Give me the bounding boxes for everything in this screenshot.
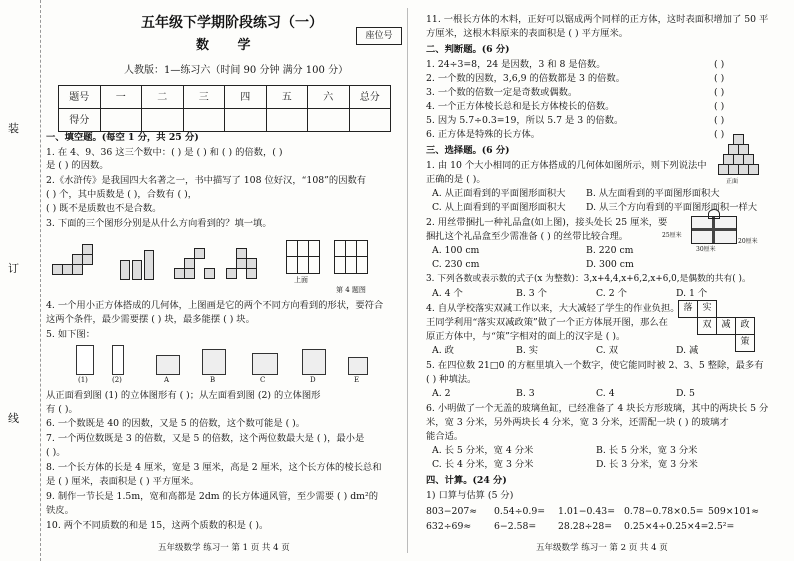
figure-label: C: [260, 376, 266, 384]
judge-item: 4. 一个正方体棱长总和是长方体棱长的倍数。: [426, 101, 615, 112]
option-c[interactable]: C. 2 个: [596, 288, 627, 299]
q3-grid-top: [286, 240, 320, 274]
option-d[interactable]: D. 从三个方向看到的平面图形面积一样大: [586, 202, 758, 213]
calc-item: 632÷69≈: [426, 521, 472, 532]
subsection-title: 1) 口算与估算 (5 分): [426, 490, 514, 501]
score-header-cell: 一: [100, 86, 142, 109]
q5-figures: [76, 345, 376, 387]
page-footer: 五年级数学 练习一 第 2 页 共 4 页: [536, 543, 668, 553]
option-a[interactable]: A. 100 cm: [432, 245, 480, 256]
score-header-cell: 六: [308, 86, 350, 109]
option-c[interactable]: C. 长 4 分米，宽 3 分米: [432, 459, 534, 470]
calc-item: 2.5²=: [708, 521, 735, 532]
question-text: 6. 小明做了一个无盖的玻璃鱼缸，已经准备了 4 块长方形玻璃，其中的两块长 5 分: [426, 403, 769, 414]
option-c[interactable]: C. 双: [596, 345, 618, 356]
answer-blank[interactable]: ( ): [714, 129, 725, 140]
figure-label: (1): [78, 376, 88, 384]
calc-item: 0.54÷0.9=: [494, 506, 546, 517]
c1-cube-stack-figure: [718, 138, 762, 176]
score-input-cell[interactable]: [308, 109, 350, 132]
option-c[interactable]: C. 4: [596, 388, 615, 399]
figure-caption: 第 4 题图: [336, 286, 366, 294]
option-b[interactable]: B. 3: [516, 388, 535, 399]
option-b[interactable]: B. 实: [516, 345, 539, 356]
question-text: 5. 如下图：: [46, 329, 96, 340]
question-text: 11. 一根长方体的木料，正好可以锯成两个同样的正方体，这时表面积增加了 50 平: [426, 14, 769, 25]
question-text: 2. 用丝带捆扎一种礼品盒(如上图)，接头处长 25 厘米，要: [426, 217, 668, 228]
score-header-cell: 二: [142, 86, 184, 109]
answer-blank[interactable]: ( ): [714, 59, 725, 70]
option-b[interactable]: B. 3 个: [516, 288, 547, 299]
spine-char: 订: [8, 262, 19, 275]
option-d[interactable]: D. 长 3 分米，宽 3 分米: [596, 459, 698, 470]
score-header-cell: 三: [183, 86, 225, 109]
question-text: 1. 在 4、9、36 这三个数中：( ) 是 ( ) 和 ( ) 的倍数，( ): [46, 147, 283, 158]
dimension-label: 25厘米: [662, 232, 682, 239]
question-text: 能合适。: [426, 431, 464, 442]
question-text: ( ) 个，其中质数是 ( )，合数有 ( )，: [46, 189, 198, 200]
option-c[interactable]: C. 从上面看到的平面图形面积大: [432, 202, 566, 213]
net-cell: 实: [698, 301, 717, 318]
figure-label: (2): [112, 376, 122, 384]
question-text: 4. 自从学校落实双减工作以来，大大减轻了学生的作业负担。: [426, 303, 680, 314]
question-text: 方厘米，这根木料原来的表面积是 ( ) 平方厘米。: [426, 28, 629, 39]
calc-item: 6−2.58=: [494, 521, 537, 532]
net-cell: 减: [717, 318, 736, 335]
page-divider: [407, 8, 408, 553]
score-input-cell[interactable]: [349, 109, 391, 132]
option-a[interactable]: A. 长 5 分米，宽 4 分米: [432, 445, 534, 456]
question-text: 5. 在四位数 21□0 的方框里填入一个数字，使它能同时被 2、3、5 整除，最多有: [426, 360, 764, 371]
judge-item: 3. 一个数的倍数一定是奇数或偶数。: [426, 87, 578, 98]
section-heading: 三、选择题。(6 分): [426, 145, 510, 156]
judge-item: 2. 一个数的因数，3,6,9 的倍数都是 3 的倍数。: [426, 73, 626, 84]
net-cell: 政: [736, 318, 755, 335]
question-text: 是 ( ) 厘米，表面积是 ( ) 平方厘米。: [46, 476, 200, 487]
q3-figure-blocks-c: [226, 240, 266, 280]
score-table: [58, 85, 391, 132]
option-b[interactable]: B. 从左面看到的平面图形面积大: [586, 188, 720, 199]
judge-item: 5. 因为 5.7÷0.3=19，所以 5.7 是 3 的倍数。: [426, 115, 624, 126]
page-footer: 五年级数学 练习一 第 1 页 共 4 页: [158, 543, 290, 553]
section-heading: 一、填空题。(每空 1 分，共 25 分): [46, 132, 199, 143]
binding-margin: [0, 0, 41, 561]
calc-item: 1.01−0.43=: [558, 506, 615, 517]
score-header-cell: 总分: [349, 86, 391, 109]
score-input-cell[interactable]: [142, 109, 184, 132]
question-text: 从正面看到图 (1) 的立体图形有 ( )；从左面看到图 (2) 的立体图形: [46, 390, 321, 401]
answer-blank[interactable]: ( ): [714, 73, 725, 84]
figure-label: D: [310, 376, 316, 384]
question-text: ( ) 种填法。: [426, 374, 477, 385]
figure-label: B: [210, 376, 216, 384]
score-input-cell[interactable]: [266, 109, 308, 132]
question-text: ( ) 既不是质数也不是合数。: [46, 203, 162, 214]
exam-info: 人教版：1—练习六（时间 90 分钟 满分 100 分）: [124, 65, 349, 76]
calc-item: 0.25×4÷0.25×4=: [624, 521, 709, 532]
question-text: ( )。: [46, 447, 66, 458]
score-label-cell: 得分: [59, 109, 101, 132]
option-c[interactable]: C. 230 cm: [432, 259, 480, 270]
answer-blank[interactable]: ( ): [714, 101, 725, 112]
q3-figure-stair-cubes: [52, 236, 112, 278]
score-header-cell: 题号: [59, 86, 101, 109]
score-input-cell[interactable]: [183, 109, 225, 132]
judge-item: 1. 24÷3=8，24 是因数，3 和 8 是倍数。: [426, 59, 606, 70]
option-a[interactable]: A. 从正面看到的平面图形面积大: [432, 188, 566, 199]
question-text: 正确的是 ( )。: [426, 174, 486, 185]
answer-blank[interactable]: ( ): [714, 87, 725, 98]
score-input-cell[interactable]: [100, 109, 142, 132]
q3-figure-blocks-b: [174, 240, 224, 280]
option-a[interactable]: A. 4 个: [432, 288, 463, 299]
q3-grid-side: [334, 240, 368, 274]
net-cell: 策: [736, 335, 755, 352]
option-a[interactable]: A. 政: [432, 345, 454, 356]
dimension-label: 30厘米: [696, 246, 716, 253]
figure-caption: 上面: [294, 276, 308, 284]
question-text: 铁皮。: [46, 505, 74, 516]
option-d[interactable]: D. 300 cm: [586, 259, 634, 270]
question-text: 捆扎这个礼品盒至少需准备 ( ) 的丝带比较合理。: [426, 231, 629, 242]
figure-caption: 正面: [726, 178, 739, 185]
figure-label: A: [164, 376, 170, 384]
section-heading: 二、判断题。(6 分): [426, 44, 510, 55]
gift-box-figure: [691, 216, 737, 244]
calc-item: 28.28÷28=: [558, 521, 613, 532]
dimension-label: 20厘米: [738, 238, 758, 245]
question-text: 3. 下列各数或表示数的式子(x 为整数)：3,x+4,4,x+6,2,x+6,0,是偶数的共有( )。: [426, 274, 751, 284]
seat-number-box: 座位号: [356, 27, 402, 45]
option-b[interactable]: B. 长 5 分米，宽 3 分米: [596, 445, 698, 456]
calc-item: 509×101≈: [708, 506, 760, 517]
option-d[interactable]: D. 减: [676, 345, 699, 356]
option-d[interactable]: D. 1 个: [676, 288, 708, 299]
section-heading: 四、计算。(24 分): [426, 475, 507, 486]
question-text: 9. 制作一节长是 1.5m，宽和高都是 2dm 的长方体通风管，至少需要 ( ) dm²的: [46, 491, 379, 502]
answer-blank[interactable]: ( ): [714, 115, 725, 126]
question-text: 这两个条件，最少需要摆 ( ) 块，最多能摆 ( ) 块。: [46, 314, 255, 325]
calc-item: 803−207≈: [426, 506, 478, 517]
spine-char: 线: [8, 412, 19, 425]
question-text: 2.《水浒传》是我国四大名著之一，书中描写了 108 位好汉，“108”的因数有: [46, 175, 367, 186]
score-input-cell[interactable]: [225, 109, 267, 132]
question-text: 米，宽 3 分米，另外两块长 4 分米，宽 3 分米，还需配一块 ( ) 的玻璃才: [426, 417, 729, 428]
net-cell: 双: [698, 318, 717, 335]
question-text: 有 ( )。: [46, 404, 78, 415]
subject-title: 数 学: [196, 38, 263, 53]
question-text: 3. 下面的三个图形分别是从什么方向看到的？填一填。: [46, 218, 272, 229]
option-a[interactable]: A. 2: [432, 388, 451, 399]
question-text: 1. 由 10 个大小相同的正方体搭成的几何体如图所示，则下列说法中: [426, 160, 707, 171]
spine-char: 装: [8, 122, 19, 135]
question-text: 8. 一个长方体的长是 4 厘米，宽是 3 厘米，高是 2 厘米，这个长方体的棱长总和: [46, 462, 382, 473]
page-title: 五年级下学期阶段练习（一）: [141, 15, 323, 31]
option-b[interactable]: B. 220 cm: [586, 245, 634, 256]
option-d[interactable]: D. 5: [676, 388, 695, 399]
question-text: 4. 一个用小正方体搭成的几何体，上图画是它的两个不同方向看到的形状，要符合: [46, 300, 384, 311]
score-header-cell: 五: [266, 86, 308, 109]
question-text: 是 ( ) 的因数。: [46, 160, 109, 171]
question-text: 原正方体中，与“策”字相对的面上的汉字是 ( )。: [426, 331, 626, 342]
q3-figure-blocks-a: [120, 240, 160, 280]
judge-item: 6. 正方体是特殊的长方体。: [426, 129, 541, 140]
question-text: 6. 一个数既是 40 的因数，又是 5 的倍数，这个数可能是 ( )。: [46, 418, 306, 429]
question-text: 王同学利用“落实双减政策”做了一个正方体展开图，那么在: [426, 317, 668, 328]
score-header-cell: 四: [225, 86, 267, 109]
question-text: 7. 一个两位数既是 3 的倍数，又是 5 的倍数，这个两位数最大是 ( )，最小是: [46, 433, 365, 444]
figure-label: E: [354, 376, 360, 384]
question-text: 10. 两个不同质数的和是 15，这两个质数的积是 ( )。: [46, 520, 269, 531]
net-cell: 落: [679, 301, 698, 318]
calc-item: 0.78−0.78×0.5=: [624, 506, 704, 517]
